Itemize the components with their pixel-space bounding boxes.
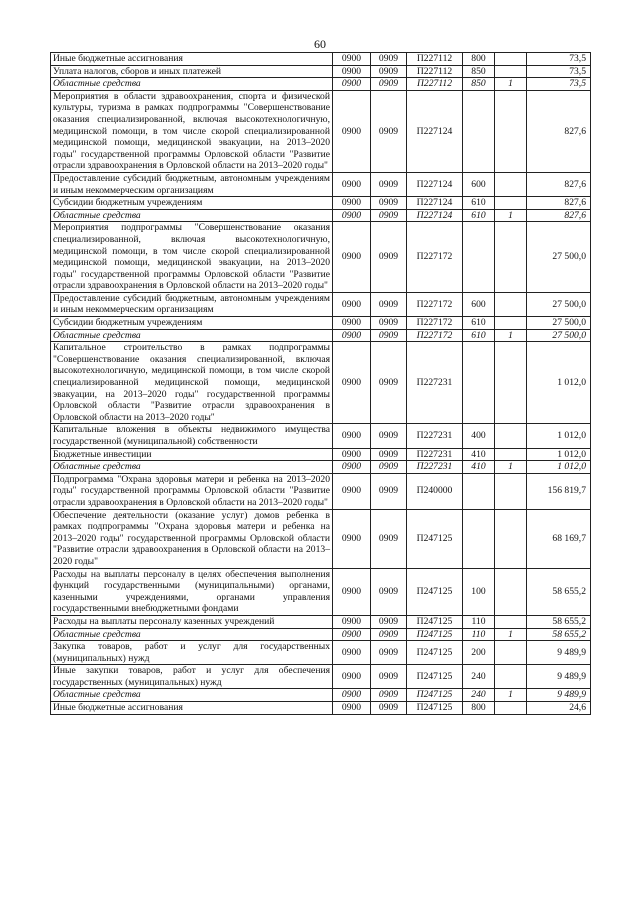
source-code — [495, 424, 527, 448]
source-code — [495, 448, 527, 461]
amount: 1 012,0 — [527, 448, 591, 461]
table-row — [51, 90, 591, 172]
target-code: П227172 — [407, 317, 463, 330]
source-code — [495, 65, 527, 78]
section-code: 0900 — [333, 628, 371, 641]
target-code: П227231 — [407, 342, 463, 424]
row-name: Иные бюджетные ассигнования — [51, 53, 333, 66]
source-code — [495, 342, 527, 424]
table-row — [51, 209, 591, 222]
amount: 27 500,0 — [527, 329, 591, 342]
source-code: 1 — [495, 209, 527, 222]
amount: 68 169,7 — [527, 509, 591, 568]
subsection-code: 0909 — [371, 665, 407, 689]
target-code: П227231 — [407, 448, 463, 461]
row-name: Расходы на выплаты персоналу казенных учреждений — [51, 615, 333, 628]
section-code: 0900 — [333, 424, 371, 448]
section-code: 0900 — [333, 509, 371, 568]
source-code: 1 — [495, 78, 527, 91]
subsection-code: 0909 — [371, 509, 407, 568]
row-name: Капитальное строительство в рамках подпрограммы "Совершенствование оказания специализированной, включая высокотехнологичную, медицинской помощи, в том числе скорой специализированной медицинской помощи, медицинской эвакуации, на 2013–2020 годы" государственной программы Орловской области "Развитие отрасли здравоохранения в Орловской области на 2013–2020 годы" — [51, 342, 333, 424]
target-code: П227172 — [407, 329, 463, 342]
row-name: Расходы на выплаты персоналу в целях обеспечения выполнения функций государственными (муниципальными) органами, казенными учреждениями, органами управления государственными внебюджетными фондами — [51, 568, 333, 615]
source-code — [495, 665, 527, 689]
subsection-code: 0909 — [371, 329, 407, 342]
section-code: 0900 — [333, 665, 371, 689]
table-row — [51, 197, 591, 210]
subsection-code: 0909 — [371, 702, 407, 715]
expense-type-code: 240 — [463, 665, 495, 689]
table-row — [51, 461, 591, 474]
amount: 827,6 — [527, 197, 591, 210]
target-code: П247125 — [407, 615, 463, 628]
row-name: Областные средства — [51, 78, 333, 91]
expense-type-code: 200 — [463, 641, 495, 665]
target-code: П247125 — [407, 509, 463, 568]
table-row — [51, 641, 591, 665]
row-name: Областные средства — [51, 329, 333, 342]
source-code: 1 — [495, 461, 527, 474]
section-code: 0900 — [333, 641, 371, 665]
subsection-code: 0909 — [371, 424, 407, 448]
amount: 1 012,0 — [527, 424, 591, 448]
table-row — [51, 448, 591, 461]
amount: 27 500,0 — [527, 317, 591, 330]
expense-type-code: 610 — [463, 317, 495, 330]
table-row — [51, 473, 591, 509]
source-code — [495, 615, 527, 628]
target-code: П240000 — [407, 473, 463, 509]
row-name: Областные средства — [51, 628, 333, 641]
expense-type-code: 600 — [463, 172, 495, 196]
target-code: П247125 — [407, 665, 463, 689]
amount: 27 500,0 — [527, 222, 591, 293]
target-code: П227112 — [407, 53, 463, 66]
expense-type-code: 800 — [463, 702, 495, 715]
subsection-code: 0909 — [371, 65, 407, 78]
table-row — [51, 665, 591, 689]
amount: 827,6 — [527, 209, 591, 222]
section-code: 0900 — [333, 448, 371, 461]
subsection-code: 0909 — [371, 615, 407, 628]
subsection-code: 0909 — [371, 53, 407, 66]
table-row — [51, 689, 591, 702]
expense-type-code — [463, 473, 495, 509]
expense-type-code: 410 — [463, 461, 495, 474]
row-name: Областные средства — [51, 689, 333, 702]
amount: 9 489,9 — [527, 689, 591, 702]
expense-type-code: 110 — [463, 615, 495, 628]
section-code: 0900 — [333, 317, 371, 330]
source-code — [495, 473, 527, 509]
expense-type-code: 850 — [463, 78, 495, 91]
section-code: 0900 — [333, 689, 371, 702]
budget-table-body — [51, 53, 591, 715]
expense-type-code: 400 — [463, 424, 495, 448]
expense-type-code — [463, 342, 495, 424]
row-name: Обеспечение деятельности (оказание услуг) домов ребенка в рамках подпрограммы "Охрана здоровья матери и ребенка на 2013–2020 годы" государственной программы Орловской области "Развитие отрасли здравоохранения в Орловской области на 2013–2020 годы" — [51, 509, 333, 568]
table-row — [51, 615, 591, 628]
table-row — [51, 424, 591, 448]
source-code — [495, 90, 527, 172]
amount: 827,6 — [527, 172, 591, 196]
source-code — [495, 702, 527, 715]
table-row — [51, 342, 591, 424]
subsection-code: 0909 — [371, 473, 407, 509]
expense-type-code: 610 — [463, 209, 495, 222]
amount: 58 655,2 — [527, 568, 591, 615]
target-code: П227124 — [407, 209, 463, 222]
section-code: 0900 — [333, 78, 371, 91]
amount: 9 489,9 — [527, 641, 591, 665]
subsection-code: 0909 — [371, 689, 407, 702]
table-row — [51, 317, 591, 330]
target-code: П247125 — [407, 689, 463, 702]
table-row — [51, 65, 591, 78]
budget-table — [50, 52, 591, 715]
target-code: П227231 — [407, 424, 463, 448]
target-code: П247125 — [407, 702, 463, 715]
row-name: Мероприятия подпрограммы "Совершенствование оказания специализированной, включая высокотехнологичную, медицинской помощи, в том числе скорой специализированной медицинской помощи, медицинской эвакуации, на 2013–2020 годы" государственной программы Орловской области "Развитие отрасли здравоохранения в Орловской области на 2013–2020 годы" — [51, 222, 333, 293]
subsection-code: 0909 — [371, 197, 407, 210]
source-code — [495, 53, 527, 66]
subsection-code: 0909 — [371, 448, 407, 461]
expense-type-code: 100 — [463, 568, 495, 615]
row-name: Областные средства — [51, 461, 333, 474]
section-code: 0900 — [333, 172, 371, 196]
table-row — [51, 78, 591, 91]
section-code: 0900 — [333, 461, 371, 474]
subsection-code: 0909 — [371, 172, 407, 196]
source-code — [495, 197, 527, 210]
section-code: 0900 — [333, 473, 371, 509]
subsection-code: 0909 — [371, 641, 407, 665]
source-code: 1 — [495, 628, 527, 641]
table-row — [51, 292, 591, 316]
row-name: Предоставление субсидий бюджетным, автономным учреждениям и иным некоммерческим организациям — [51, 172, 333, 196]
amount: 9 489,9 — [527, 665, 591, 689]
expense-type-code — [463, 509, 495, 568]
subsection-code: 0909 — [371, 342, 407, 424]
section-code: 0900 — [333, 65, 371, 78]
target-code: П227124 — [407, 90, 463, 172]
target-code: П227172 — [407, 222, 463, 293]
target-code: П227112 — [407, 78, 463, 91]
expense-type-code — [463, 90, 495, 172]
amount: 827,6 — [527, 90, 591, 172]
subsection-code: 0909 — [371, 461, 407, 474]
subsection-code: 0909 — [371, 90, 407, 172]
expense-type-code: 240 — [463, 689, 495, 702]
table-row — [51, 53, 591, 66]
expense-type-code: 600 — [463, 292, 495, 316]
row-name: Предоставление субсидий бюджетным, автономным учреждениям и иным некоммерческим организациям — [51, 292, 333, 316]
section-code: 0900 — [333, 53, 371, 66]
target-code: П227231 — [407, 461, 463, 474]
subsection-code: 0909 — [371, 209, 407, 222]
target-code: П247125 — [407, 568, 463, 615]
section-code: 0900 — [333, 197, 371, 210]
subsection-code: 0909 — [371, 568, 407, 615]
target-code: П247125 — [407, 641, 463, 665]
amount: 1 012,0 — [527, 461, 591, 474]
row-name: Уплата налогов, сборов и иных платежей — [51, 65, 333, 78]
page-number: 60 — [314, 37, 326, 51]
row-name: Областные средства — [51, 209, 333, 222]
source-code: 1 — [495, 689, 527, 702]
section-code: 0900 — [333, 702, 371, 715]
amount: 73,5 — [527, 78, 591, 91]
amount: 24,6 — [527, 702, 591, 715]
subsection-code: 0909 — [371, 78, 407, 91]
row-name: Закупка товаров, работ и услуг для государственных (муниципальных) нужд — [51, 641, 333, 665]
section-code: 0900 — [333, 342, 371, 424]
row-name: Подпрограмма "Охрана здоровья матери и ребенка на 2013–2020 годы" государственной программы Орловской области "Развитие отрасли здравоохранения в Орловской области на 2013–2020 годы" — [51, 473, 333, 509]
source-code — [495, 222, 527, 293]
source-code — [495, 292, 527, 316]
section-code: 0900 — [333, 90, 371, 172]
expense-type-code: 610 — [463, 197, 495, 210]
row-name: Субсидии бюджетным учреждениям — [51, 317, 333, 330]
table-row — [51, 329, 591, 342]
subsection-code: 0909 — [371, 292, 407, 316]
expense-type-code — [463, 222, 495, 293]
amount: 73,5 — [527, 53, 591, 66]
target-code: П247125 — [407, 628, 463, 641]
expense-type-code: 410 — [463, 448, 495, 461]
table-row — [51, 568, 591, 615]
source-code — [495, 641, 527, 665]
amount: 27 500,0 — [527, 292, 591, 316]
source-code — [495, 172, 527, 196]
row-name: Капитальные вложения в объекты недвижимого имущества государственной (муниципальной) собственности — [51, 424, 333, 448]
amount: 58 655,2 — [527, 615, 591, 628]
amount: 58 655,2 — [527, 628, 591, 641]
table-row — [51, 509, 591, 568]
target-code: П227172 — [407, 292, 463, 316]
amount: 156 819,7 — [527, 473, 591, 509]
section-code: 0900 — [333, 329, 371, 342]
subsection-code: 0909 — [371, 628, 407, 641]
section-code: 0900 — [333, 568, 371, 615]
source-code — [495, 568, 527, 615]
row-name: Иные закупки товаров, работ и услуг для обеспечения государственных (муниципальных) нужд — [51, 665, 333, 689]
source-code — [495, 317, 527, 330]
table-row — [51, 702, 591, 715]
expense-type-code: 610 — [463, 329, 495, 342]
section-code: 0900 — [333, 292, 371, 316]
expense-type-code: 850 — [463, 65, 495, 78]
target-code: П227124 — [407, 197, 463, 210]
subsection-code: 0909 — [371, 222, 407, 293]
expense-type-code: 110 — [463, 628, 495, 641]
amount: 73,5 — [527, 65, 591, 78]
row-name: Мероприятия в области здравоохранения, спорта и физической культуры, туризма в рамках подпрограммы "Совершенствование оказания специализированной, включая высокотехнологичную, медицинской помощи, в том числе скорой специализированной медицинской помощи, медицинской эвакуации, на 2013–2020 годы" государственной программы Орловской области "Развитие отрасли здравоохранения в Орловской области на 2013–2020 годы" — [51, 90, 333, 172]
section-code: 0900 — [333, 615, 371, 628]
table-row — [51, 222, 591, 293]
section-code: 0900 — [333, 222, 371, 293]
row-name: Бюджетные инвестиции — [51, 448, 333, 461]
table-row — [51, 628, 591, 641]
amount: 1 012,0 — [527, 342, 591, 424]
target-code: П227112 — [407, 65, 463, 78]
row-name: Субсидии бюджетным учреждениям — [51, 197, 333, 210]
source-code: 1 — [495, 329, 527, 342]
target-code: П227124 — [407, 172, 463, 196]
row-name: Иные бюджетные ассигнования — [51, 702, 333, 715]
section-code: 0900 — [333, 209, 371, 222]
source-code — [495, 509, 527, 568]
table-row — [51, 172, 591, 196]
expense-type-code: 800 — [463, 53, 495, 66]
subsection-code: 0909 — [371, 317, 407, 330]
